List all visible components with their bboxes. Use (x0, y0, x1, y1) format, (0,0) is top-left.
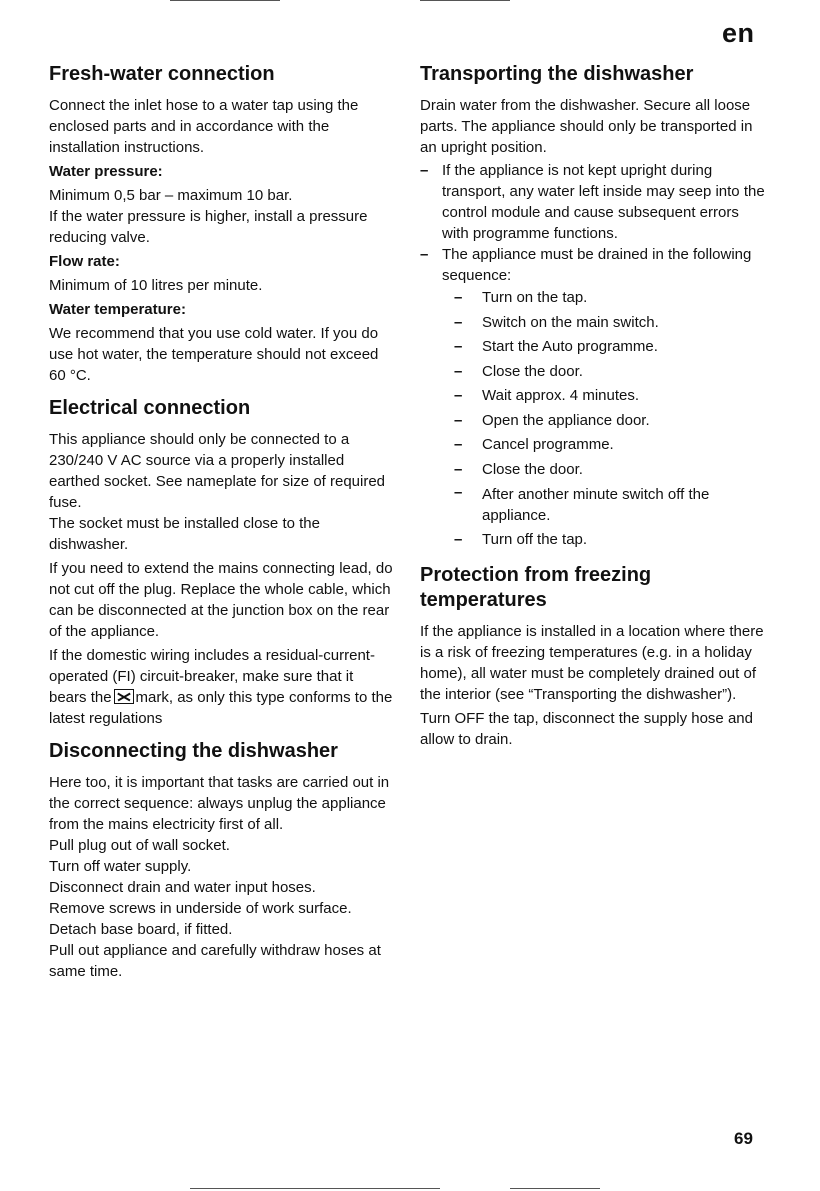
freezing-p2: Turn OFF the tap, disconnect the supply hose and allow to drain. (420, 709, 753, 748)
drain-step: – Close the door. (442, 360, 765, 385)
drain-step: – Cancel programme. (442, 433, 765, 458)
electrical-title: Electrical connection (49, 397, 251, 419)
disconnecting-p3: Turn off water supply. (49, 858, 192, 875)
transporting-bullet-drain (420, 244, 765, 553)
freezing-section (420, 563, 765, 750)
bottom-rule-right (510, 1188, 600, 1189)
flow-rate-label: Flow rate: (49, 253, 120, 270)
drain-steps-list (442, 286, 765, 553)
drain-step: – Turn on the tap. (442, 286, 765, 311)
electrical-p4-end: mark, as only this type conforms to the latest regulations (49, 689, 393, 727)
fresh-water-section (49, 62, 394, 386)
disconnecting-p4: Disconnect drain and water input hoses. (49, 879, 316, 896)
left-column (49, 62, 394, 982)
water-pressure-text: Minimum 0,5 bar – maximum 10 bar. (49, 187, 293, 204)
drain-step: – Wait approx. 4 minutes. (442, 384, 765, 409)
disconnecting-p5: Remove screws in underside of work surface. Detach base board, if fitted. (49, 900, 352, 938)
disconnecting-p6: Pull out appliance and carefully withdraw hoses at same time. (49, 942, 381, 980)
transporting-bullet-upright: – If the appliance is not kept upright during transport, any water left inside may seep into the control module and cause subsequent errors with programme functions. (420, 160, 765, 244)
fresh-water-title: Fresh-water connection (49, 63, 275, 85)
transporting-list (420, 160, 765, 553)
drain-step: – Start the Auto programme. (442, 335, 765, 360)
electrical-p1: This appliance should only be connected to a 230/240 V AC source via a properly installed earthed socket. See nameplate for size of required fuse. (49, 431, 386, 511)
electrical-p4 (49, 645, 394, 729)
electrical-p4-start: If the domestic wiring includes a residual-current-operated (FI) circuit-breaker, make sure that it bears the (49, 647, 375, 706)
water-temperature-text: We recommend that you use cold water. If you do use hot water, the temperature should not exceed 60 °C. (49, 325, 379, 384)
transporting-title: Transporting the dishwasher (420, 63, 694, 85)
top-rule (170, 0, 280, 1)
freezing-title: Protection from freezing temperatures (420, 563, 652, 611)
drain-step: – Turn off the tap. (442, 528, 765, 553)
water-pressure-label: Water pressure: (49, 163, 163, 180)
right-column (420, 62, 765, 750)
drain-step: – Close the door. (442, 458, 765, 483)
drain-step: – Open the appliance door. (442, 409, 765, 434)
transporting-section (420, 62, 765, 553)
transporting-intro: Drain water from the dishwasher. Secure all loose parts. The appliance should only be transported in an upright position. (420, 97, 753, 156)
electrical-section (49, 396, 394, 729)
transporting-bullet-drain-text: The appliance must be drained in the following sequence: (442, 246, 752, 284)
disconnecting-p2: Pull plug out of wall socket. (49, 837, 230, 854)
disconnecting-title: Disconnecting the dishwasher (49, 740, 338, 762)
disconnecting-p1: Here too, it is important that tasks are carried out in the correct sequence: always unplug the appliance from the mains electricity first of all. (49, 774, 390, 833)
circuit-breaker-mark-icon (114, 689, 134, 704)
water-pressure-advice: If the water pressure is higher, install a pressure reducing valve. (49, 208, 368, 246)
bottom-rule (190, 1188, 440, 1189)
drain-step: – After another minute switch off the appliance. (442, 482, 765, 528)
water-temperature-label: Water temperature: (49, 301, 186, 318)
electrical-p2: The socket must be installed close to the dishwasher. (49, 515, 320, 553)
disconnecting-section (49, 739, 394, 982)
drain-step: – Switch on the main switch. (442, 311, 765, 336)
language-label: en (722, 18, 755, 48)
electrical-p3: If you need to extend the mains connecting lead, do not cut off the plug. Replace the whole cable, which can be disconnected at the junction box on the rear of the appliance. (49, 560, 393, 640)
fresh-water-intro: Connect the inlet hose to a water tap using the enclosed parts and in accordance with the installation instructions. (49, 97, 359, 156)
flow-rate-text: Minimum of 10 litres per minute. (49, 277, 263, 294)
page-number: 69 (734, 1129, 753, 1148)
freezing-p1: If the appliance is installed in a location where there is a risk of freezing temperatures (e.g. in a holiday home), all water must be completely drained out of the interior (see “Transporting the dishwasher”). (420, 622, 764, 703)
top-rule-right (420, 0, 510, 1)
